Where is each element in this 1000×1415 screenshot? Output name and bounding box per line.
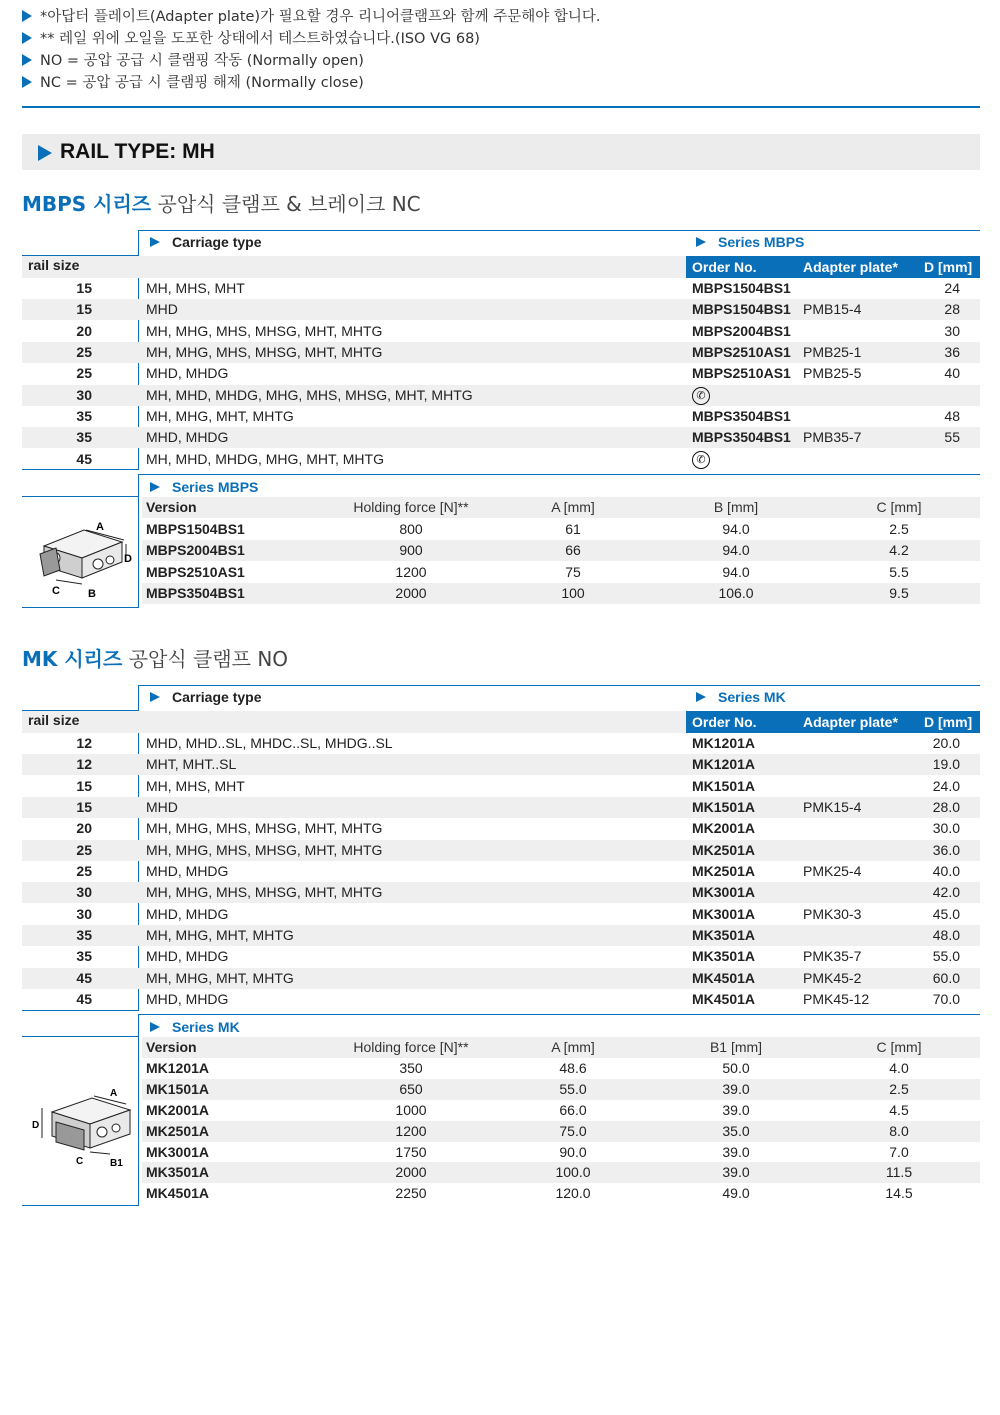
table-row (22, 989, 980, 1010)
rail-size-cell: 20 (76, 820, 92, 837)
phone-icon: ✆ (692, 387, 710, 405)
carriage-cell: MHD, MHDG (146, 990, 229, 1007)
table-row (22, 427, 980, 448)
spec-row (142, 1183, 980, 1204)
version-cell: MK3001A (146, 1143, 210, 1160)
rail-size-cell: 45 (76, 450, 92, 467)
table-row (22, 278, 980, 299)
spec-row (142, 519, 980, 540)
c-mm-cell: 2.5 (889, 1080, 909, 1097)
adapter-plate-header: Adapter plate* (803, 259, 898, 275)
d-mm-cell: 24.0 (932, 777, 960, 794)
mk-order-table (22, 685, 980, 1011)
carriage-cell: MHD, MHDG (146, 429, 229, 446)
adapter-plate-cell: PMB35-7 (803, 429, 862, 446)
order-no-cell: MK3501A (692, 926, 756, 943)
b-mm-cell: 49.0 (722, 1185, 750, 1202)
c-mm-header: C [mm] (876, 1039, 922, 1055)
rail-size-cell: 15 (76, 280, 92, 296)
table-row (22, 385, 980, 406)
version-cell: MK1201A (146, 1059, 210, 1076)
rail-size-cell: 15 (76, 777, 92, 794)
spec-row (142, 1100, 980, 1121)
order-no-cell: MK4501A (692, 990, 756, 1007)
spec-row (142, 583, 980, 604)
carriage-type-header (150, 234, 261, 250)
order-no-cell: MK3001A (692, 905, 756, 922)
rail-size-cell: 25 (76, 365, 92, 382)
play-triangle-icon (150, 1022, 160, 1032)
notes-list (22, 6, 982, 94)
dim-label-d: D (124, 553, 132, 565)
c-mm-cell: 4.5 (889, 1101, 909, 1118)
b-mm-cell: 94.0 (722, 542, 750, 558)
rail-size-cell: 35 (76, 429, 92, 446)
c-mm-cell: 9.5 (889, 585, 909, 601)
dim-label-b1: B1 (110, 1158, 123, 1168)
b-mm-cell: 39.0 (722, 1101, 750, 1118)
rail-size-cell: 30 (76, 905, 92, 922)
rail-size-header: rail size (28, 712, 80, 728)
carriage-type-label: Carriage type (172, 689, 262, 705)
rail-size-cell: 12 (76, 756, 92, 773)
rail-size-cell: 45 (76, 990, 92, 1007)
carriage-cell: MHD, MHDG (146, 862, 229, 879)
rail-size-cell: 15 (76, 301, 92, 318)
carriage-cell: MHD, MHDG (146, 948, 229, 965)
mk-title-plain: 공압식 클램프 NO (128, 647, 289, 671)
carriage-cell: MHT, MHT..SL (146, 756, 237, 773)
d-mm-cell: 40.0 (932, 862, 960, 879)
version-cell: MBPS2004BS1 (146, 542, 245, 558)
carriage-type-header (150, 689, 261, 705)
d-mm-cell: 40 (944, 365, 960, 382)
a-mm-cell: 75.0 (559, 1122, 587, 1139)
table-row (22, 299, 980, 320)
series-header (696, 234, 804, 250)
mk-title-bold: MK 시리즈 (22, 647, 123, 671)
dim-label-a: A (110, 1088, 118, 1099)
spec-row (142, 1162, 980, 1183)
c-mm-cell: 5.5 (889, 563, 909, 580)
spec-row (142, 1142, 980, 1163)
note-text: NC = 공압 공급 시 클램핑 해제 (Normally close) (40, 75, 364, 91)
carriage-type-label: Carriage type (172, 234, 262, 250)
spec-series-header (150, 1019, 240, 1035)
d-mm-cell: 28.0 (932, 798, 960, 815)
note-text: NO = 공압 공급 시 클램핑 작동 (Normally open) (40, 53, 364, 69)
phone-icon (692, 385, 710, 406)
c-mm-cell: 4.0 (889, 1059, 909, 1076)
mbps-spec-table (22, 474, 980, 608)
c-mm-cell: 8.0 (889, 1122, 909, 1139)
table-row (22, 733, 980, 754)
d-mm-cell: 24 (944, 280, 960, 296)
table-row (22, 904, 980, 925)
series-header (696, 689, 786, 705)
d-mm-cell: 55.0 (932, 948, 960, 965)
d-mm-cell: 30 (944, 322, 960, 339)
spec-header-row (142, 497, 980, 518)
spec-series-label: Series MBPS (172, 479, 259, 495)
rail-size-cell: 12 (76, 735, 92, 751)
rail-size-cell: 25 (76, 841, 92, 858)
carriage-cell: MH, MHD, MHDG, MHG, MHT, MHTG (146, 450, 384, 467)
rail-size-header: rail size (28, 257, 80, 273)
note-text: *아답터 플레이트(Adapter plate)가 필요할 경우 리니어클램프와 함께 주문해야 합니다. (40, 9, 601, 25)
rail-size-cell: 15 (76, 798, 92, 815)
adapter-plate-cell: PMB25-5 (803, 365, 862, 382)
adapter-plate-cell: PMK30-3 (803, 905, 862, 922)
d-mm-cell: 42.0 (932, 884, 960, 901)
bullet-triangle-icon (22, 76, 32, 88)
rail-size-cell: 20 (76, 322, 92, 339)
table-row (22, 861, 980, 882)
rail-size-cell: 25 (76, 343, 92, 360)
c-mm-cell: 7.0 (889, 1143, 909, 1160)
table-row (22, 818, 980, 839)
holding-force-cell: 1200 (395, 1122, 427, 1139)
play-triangle-icon (696, 237, 706, 247)
note-item (22, 50, 982, 72)
adapter-plate-cell: PMB25-1 (803, 343, 862, 360)
adapter-plate-cell: PMK45-2 (803, 969, 862, 986)
order-no-cell: MBPS2510AS1 (692, 365, 791, 382)
table-row (22, 321, 980, 342)
d-mm-header: D [mm] (924, 259, 973, 275)
dim-label-a: A (96, 521, 104, 533)
b-mm-cell: 35.0 (722, 1122, 750, 1139)
holding-force-cell: 800 (399, 520, 423, 537)
table-row (22, 449, 980, 470)
dim-label-d: D (32, 1120, 40, 1131)
order-no-cell: MK1501A (692, 777, 756, 794)
order-no-cell: MBPS1504BS1 (692, 301, 791, 318)
spec-row (142, 562, 980, 583)
holding-force-cell: 1750 (395, 1143, 427, 1160)
carriage-cell: MHD, MHD..SL, MHDC..SL, MHDG..SL (146, 735, 393, 751)
carriage-cell: MH, MHD, MHDG, MHG, MHS, MHSG, MHT, MHTG (146, 386, 473, 403)
mk-clamp-diagram (26, 1088, 134, 1168)
note-item (22, 28, 982, 50)
dim-label-c: C (52, 585, 60, 597)
a-mm-cell: 90.0 (559, 1143, 587, 1160)
mbps-clamp-diagram (26, 518, 134, 598)
table-row (22, 406, 980, 427)
spec-row (142, 1079, 980, 1100)
spec-row (142, 1121, 980, 1142)
mbps-title-plain: 공압식 클램프 & 브레이크 NC (157, 192, 421, 216)
series-label: Series MBPS (718, 234, 805, 250)
rail-size-cell: 35 (76, 926, 92, 943)
carriage-cell: MH, MHG, MHS, MHSG, MHT, MHTG (146, 322, 383, 339)
order-no-cell: MBPS2004BS1 (692, 322, 791, 339)
table-row (22, 840, 980, 861)
holding-force-cell: 900 (399, 542, 423, 558)
play-triangle-icon (150, 237, 160, 247)
holding-force-cell: 650 (399, 1080, 423, 1097)
table-row (22, 925, 980, 946)
d-mm-cell: 60.0 (932, 969, 960, 986)
a-mm-header: A [mm] (551, 1039, 595, 1055)
holding-force-header: Holding force [N]** (353, 499, 469, 515)
d-mm-cell: 48 (944, 407, 960, 424)
a-mm-cell: 66.0 (559, 1101, 587, 1118)
d-mm-cell: 36 (944, 343, 960, 360)
mk-spec-table (22, 1014, 980, 1206)
dim-label-c: C (76, 1156, 84, 1167)
spec-row (142, 540, 980, 561)
version-header: Version (146, 499, 197, 515)
adapter-plate-cell: PMK25-4 (803, 862, 862, 879)
a-mm-cell: 66 (565, 542, 581, 558)
holding-force-cell: 1000 (395, 1101, 427, 1118)
d-mm-cell: 28 (944, 301, 960, 318)
spec-series-header (150, 479, 258, 495)
d-mm-cell: 20.0 (932, 735, 960, 751)
adapter-plate-header: Adapter plate* (803, 714, 898, 730)
a-mm-cell: 120.0 (555, 1185, 591, 1202)
b-mm-header: B [mm] (713, 499, 759, 515)
phone-icon (692, 449, 710, 470)
order-no-header: Order No. (692, 259, 757, 275)
rail-type-title: RAIL TYPE: MH (60, 140, 215, 163)
order-header-bar (686, 711, 980, 733)
holding-force-header: Holding force [N]** (353, 1039, 469, 1055)
order-no-cell: MK1201A (692, 756, 756, 773)
dim-label-b: B (88, 588, 96, 598)
carriage-cell: MHD (146, 798, 178, 815)
b-mm-cell: 39.0 (722, 1143, 750, 1160)
order-no-cell: MBPS1504BS1 (692, 280, 791, 296)
carriage-cell: MHD (146, 301, 178, 318)
order-no-cell: MK3001A (692, 884, 756, 901)
holding-force-cell: 1200 (395, 563, 427, 580)
table-row (22, 342, 980, 363)
order-no-cell: MK1201A (692, 735, 756, 751)
carriage-cell: MH, MHG, MHS, MHSG, MHT, MHTG (146, 841, 383, 858)
version-cell: MBPS3504BS1 (146, 585, 245, 601)
rail-type-banner (22, 134, 980, 170)
d-mm-cell: 19.0 (932, 756, 960, 773)
rail-size-cell: 30 (76, 884, 92, 901)
rail-size-cell: 35 (76, 948, 92, 965)
note-item (22, 6, 982, 28)
adapter-plate-cell: PMK45-12 (803, 990, 870, 1007)
note-text: ** 레일 위에 오일을 도포한 상태에서 테스트하였습니다.(ISO VG 68) (40, 31, 480, 47)
play-triangle-icon (696, 692, 706, 702)
b-mm-cell: 39.0 (722, 1164, 750, 1181)
mbps-title-bold: MBPS 시리즈 (22, 192, 152, 216)
version-cell: MK1501A (146, 1080, 210, 1097)
mbps-order-table (22, 230, 980, 470)
version-cell: MK2501A (146, 1122, 210, 1139)
play-triangle-icon (150, 692, 160, 702)
d-mm-cell: 30.0 (932, 820, 960, 837)
d-mm-cell: 36.0 (932, 841, 960, 858)
d-mm-cell: 48.0 (932, 926, 960, 943)
carriage-cell: MH, MHG, MHT, MHTG (146, 407, 294, 424)
holding-force-cell: 2250 (395, 1185, 427, 1202)
holding-force-cell: 2000 (395, 1164, 427, 1181)
table-row (22, 946, 980, 967)
carriage-cell: MHD, MHDG (146, 905, 229, 922)
spec-row (142, 1058, 980, 1079)
b-mm-cell: 50.0 (722, 1059, 750, 1076)
a-mm-cell: 48.6 (559, 1059, 587, 1076)
table-row (22, 968, 980, 989)
carriage-cell: MH, MHS, MHT (146, 280, 245, 296)
adapter-plate-cell: PMK15-4 (803, 798, 862, 815)
order-no-cell: MK1501A (692, 798, 756, 815)
table-row (22, 797, 980, 818)
table-row (22, 754, 980, 775)
order-no-header: Order No. (692, 714, 757, 730)
c-mm-cell: 2.5 (889, 520, 909, 537)
version-cell: MBPS2510AS1 (146, 563, 245, 580)
series-label: Series MK (718, 689, 786, 705)
b-mm-cell: 106.0 (718, 585, 754, 601)
d-mm-cell: 70.0 (932, 990, 960, 1007)
version-header: Version (146, 1039, 197, 1055)
version-cell: MBPS1504BS1 (146, 520, 245, 537)
phone-icon: ✆ (692, 451, 710, 469)
order-no-cell: MK2001A (692, 820, 756, 837)
divider (22, 106, 980, 108)
play-triangle-icon (150, 482, 160, 492)
a-mm-cell: 100 (561, 585, 585, 601)
play-triangle-icon (38, 145, 52, 161)
adapter-plate-cell: PMK35-7 (803, 948, 862, 965)
table-row (22, 776, 980, 797)
order-header-bar (686, 256, 980, 278)
bullet-triangle-icon (22, 54, 32, 66)
a-mm-cell: 100.0 (555, 1164, 591, 1181)
spec-series-label: Series MK (172, 1019, 240, 1035)
version-cell: MK2001A (146, 1101, 210, 1118)
carriage-cell: MH, MHG, MHT, MHTG (146, 969, 294, 986)
carriage-cell: MH, MHG, MHS, MHSG, MHT, MHTG (146, 343, 383, 360)
rail-size-cell: 45 (76, 969, 92, 986)
order-no-cell: MK2501A (692, 862, 756, 879)
version-cell: MK3501A (146, 1164, 210, 1181)
c-mm-cell: 14.5 (885, 1185, 913, 1202)
holding-force-cell: 2000 (395, 585, 427, 601)
table-row (22, 363, 980, 384)
carriage-cell: MH, MHS, MHT (146, 777, 245, 794)
a-mm-cell: 61 (565, 520, 581, 537)
carriage-cell: MH, MHG, MHT, MHTG (146, 926, 294, 943)
a-mm-header: A [mm] (551, 499, 595, 515)
rail-size-cell: 30 (76, 386, 92, 403)
note-item (22, 72, 982, 94)
order-no-cell: MBPS2510AS1 (692, 343, 791, 360)
c-mm-header: C [mm] (876, 499, 922, 515)
d-mm-header: D [mm] (924, 714, 973, 730)
c-mm-cell: 4.2 (889, 542, 909, 558)
b-mm-cell: 94.0 (722, 563, 750, 580)
version-cell: MK4501A (146, 1185, 210, 1202)
adapter-plate-cell: PMB15-4 (803, 301, 862, 318)
order-no-cell: MK2501A (692, 841, 756, 858)
b-mm-cell: 39.0 (722, 1080, 750, 1097)
order-no-cell: MBPS3504BS1 (692, 407, 791, 424)
carriage-cell: MH, MHG, MHS, MHSG, MHT, MHTG (146, 884, 383, 901)
rail-size-cell: 35 (76, 407, 92, 424)
spec-header-row (142, 1037, 980, 1058)
order-no-cell: MBPS3504BS1 (692, 429, 791, 446)
carriage-cell: MH, MHG, MHS, MHSG, MHT, MHTG (146, 820, 383, 837)
b-mm-header: B1 [mm] (709, 1039, 763, 1055)
order-no-cell: MK3501A (692, 948, 756, 965)
bullet-triangle-icon (22, 10, 32, 22)
rail-size-cell: 25 (76, 862, 92, 879)
table-row (22, 882, 980, 903)
d-mm-cell: 45.0 (932, 905, 960, 922)
mbps-section-title (22, 188, 421, 217)
a-mm-cell: 55.0 (559, 1080, 587, 1097)
order-no-cell: MK4501A (692, 969, 756, 986)
c-mm-cell: 11.5 (885, 1164, 913, 1181)
carriage-cell: MHD, MHDG (146, 365, 229, 382)
d-mm-cell: 55 (944, 429, 960, 446)
bullet-triangle-icon (22, 32, 32, 44)
a-mm-cell: 75 (565, 563, 581, 580)
mk-section-title (22, 643, 288, 672)
b-mm-cell: 94.0 (722, 520, 750, 537)
holding-force-cell: 350 (399, 1059, 423, 1076)
